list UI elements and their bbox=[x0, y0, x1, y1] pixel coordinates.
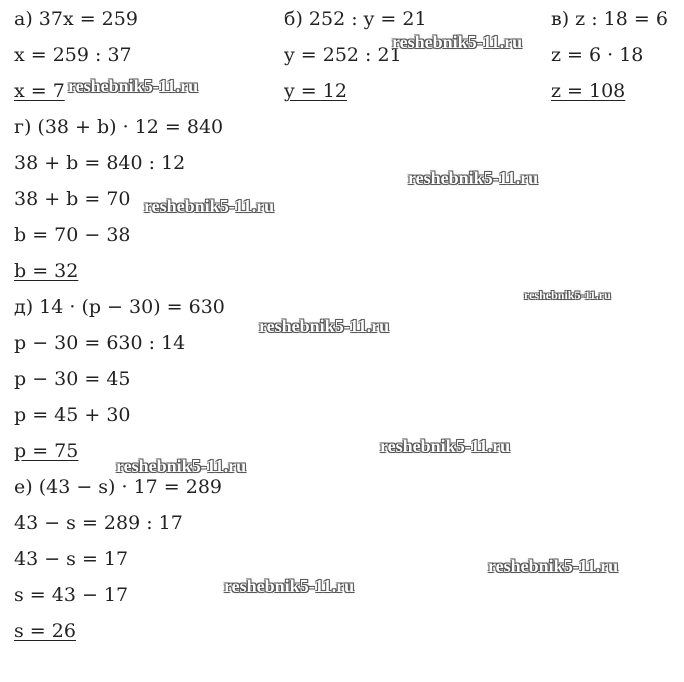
eq-v-1: в) z : 18 = 6 bbox=[551, 8, 668, 30]
eq-g-answer: b = 32 bbox=[14, 260, 79, 282]
eq-g-2: 38 + b = 840 : 12 bbox=[14, 152, 186, 174]
watermark: reshebnik5-11.ru bbox=[408, 168, 539, 188]
eq-e-3: 43 − s = 17 bbox=[14, 548, 129, 570]
watermark: reshebnik5-11.ru bbox=[144, 196, 275, 216]
eq-g-4: b = 70 − 38 bbox=[14, 224, 131, 246]
eq-e-4: s = 43 − 17 bbox=[14, 584, 129, 606]
eq-v-answer: z = 108 bbox=[551, 80, 626, 102]
watermark: reshebnik5-11.ru bbox=[259, 316, 390, 336]
eq-g-3: 38 + b = 70 bbox=[14, 188, 131, 210]
watermark: reshebnik5-11.ru bbox=[488, 556, 619, 576]
eq-e-1: е) (43 − s) · 17 = 289 bbox=[14, 476, 223, 498]
watermark: reshebnik5-11.ru bbox=[392, 32, 523, 52]
eq-b-2: y = 252 : 21 bbox=[284, 44, 402, 66]
watermark: reshebnik5-11.ru bbox=[116, 456, 247, 476]
eq-b-answer: y = 12 bbox=[284, 80, 347, 102]
eq-d-1: д) 14 · (p − 30) = 630 bbox=[14, 296, 225, 318]
eq-d-3: p − 30 = 45 bbox=[14, 368, 131, 390]
watermark: reshebnik5-11.ru bbox=[380, 436, 511, 456]
eq-a-answer: x = 7 bbox=[14, 80, 65, 102]
eq-g-1: г) (38 + b) · 12 = 840 bbox=[14, 116, 224, 138]
eq-v-2: z = 6 · 18 bbox=[551, 44, 644, 66]
eq-e-2: 43 − s = 289 : 17 bbox=[14, 512, 183, 534]
watermark: reshebnik5-11.ru bbox=[224, 576, 355, 596]
eq-b-1: б) 252 : y = 21 bbox=[284, 8, 427, 30]
eq-d-answer: p = 75 bbox=[14, 440, 79, 462]
eq-d-4: p = 45 + 30 bbox=[14, 404, 131, 426]
watermark: reshebnik5-11.ru bbox=[524, 288, 611, 302]
eq-a-2: x = 259 : 37 bbox=[14, 44, 132, 66]
watermark: reshebnik5-11.ru bbox=[68, 76, 199, 96]
eq-a-1: а) 37x = 259 bbox=[14, 8, 138, 30]
eq-d-2: p − 30 = 630 : 14 bbox=[14, 332, 186, 354]
eq-e-answer: s = 26 bbox=[14, 620, 76, 642]
